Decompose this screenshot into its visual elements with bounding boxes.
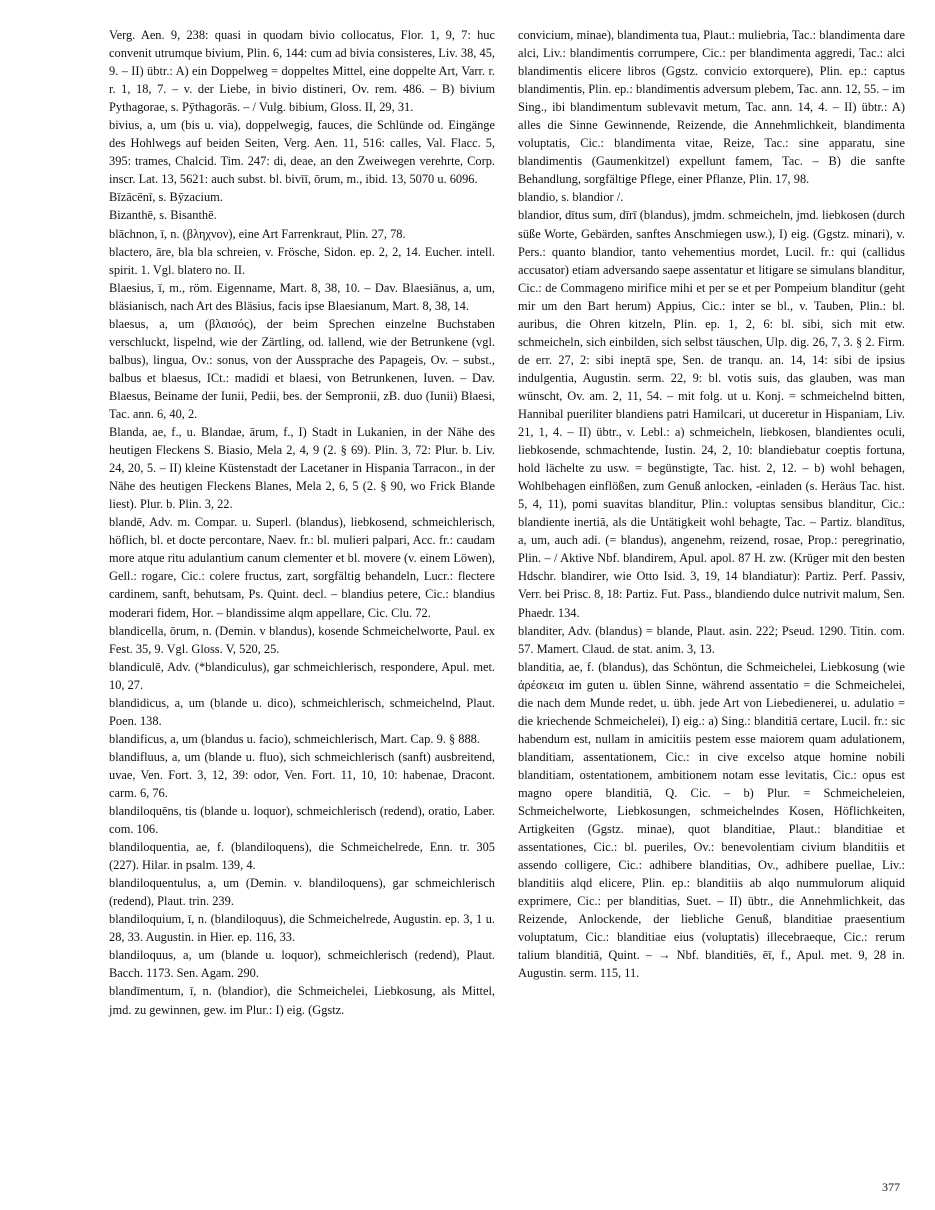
dictionary-entry: blandificus, a, um (blandus u. facio), schmeichlerisch, Mart. Cap. 9. § 888. <box>109 731 480 746</box>
dictionary-entry: blandiloquium, ī, n. (blandiloquus), die Schmeichelrede, Augustin. ep. 3, 1 u. 28, 33. Augustin. in Hier. ep. 116, 33. <box>109 912 495 945</box>
dictionary-entry: bivius, a, um (bis u. via), doppelwegig, fauces, die Schlünde od. Eingänge des Hohlwegs auf beiden Seiten, Verg. Aen. 11, 516: calles, Val. Flacc. 5, 395: trames, Chalcid. Tim. 247: di, deae, an den Zweiwegen verehrte, Corp. inscr. Lat. 13, 5621: auch subst. bl. bivīī, ōrum, m., ibid. 13, 5070 u. 6096. <box>109 118 495 187</box>
dictionary-entry: blanditer, Adv. (blandus) = blande, Plaut. asin. 222; Pseud. 1290. Titin. com. 57. Mamert. Claud. de stat. anim. 3, 13. <box>518 623 905 656</box>
dictionary-entry: Blanda, ae, f., u. Blandae, ārum, f., I) Stadt in Lukanien, in der Nähe des heutigen Fleckens S. Biasio, Mela 2, 4, 9 (2. § 69). Plin. 3, 72: Plur. b. Liv. 24, 20, 5. – II) kleine Küstenstadt der Lacetaner in Hispania Tarracon., in der Nähe des heutigen Fleckens Blanes, Mela 2, 6, 5 (2. § 90, wo Frick Blande liest). Plur. b. Plin. 3, 22. <box>109 425 495 512</box>
dictionary-entry: blandē, Adv. m. Compar. u. Superl. (blandus), liebkosend, schmeichlerisch, höflich, bl. et docte percontare, Naev. fr.: bl. mulieri palpari, Acc. fr.: caudam more atque ritu adulantium canum clementer et bl. movere (v. einem Löwen), Gell.: rogare, Cic.: colere fructus, zart, sorgfältig behandeln, Lucr.: flectere cardinem, sanft, behutsam, Ps. Quint. decl. – blandius petere, Cic.: blandius moderari fidem, Hor. – blandissime alqm appellare, Cic. Clu. 72. <box>109 515 495 620</box>
dictionary-entry: blandiloquēns, tis (blande u. loquor), schmeichlerisch (redend), oratio, Laber. com. 106. <box>109 804 495 837</box>
dictionary-entry: Bizanthē, s. Bisanthē. <box>109 208 217 223</box>
dictionary-entry: blandiculē, Adv. (*blandiculus), gar schmeichlerisch, respondere, Apul. met. 10, 27. <box>109 659 495 692</box>
dictionary-entry: blandiloquentulus, a, um (Demin. v. blandiloquens), gar schmeichlerisch (redend), Plaut. trin. 239. <box>109 876 495 909</box>
dictionary-entry: blandicella, ōrum, n. (Demin. v blandus), kosende Schmeichelworte, Paul. ex Fest. 35, 9. Vgl. Gloss. V, 520, 25. <box>109 623 495 656</box>
dictionary-entry: blactero, āre, bla bla schreien, v. Frösche, Sidon. ep. 2, 2, 14. Eucher. intell. spirit. 1. Vgl. blatero no. II. <box>109 244 495 277</box>
dictionary-entry: blandiloquus, a, um (blande u. loquor), schmeichlerisch (redend), Plaut. Bacch. 1173. Sen. Agam. 290. <box>109 948 495 981</box>
dictionary-entry: blāchnon, ī, n. (βληχνον), eine Art Farrenkraut, Plin. 27, 78. <box>109 226 406 241</box>
dictionary-entry: blanditia, ae, f. (blandus), das Schöntun, die Schmeichelei, Liebkosung (wie ἀρέσκεια im guten u. üblen Sinne, während assentatio = die Schmeichelei, die nach dem Munde redet, u. übh. jede Art von Liebedienerei, u. adulatio = die kriechende Schmeichelei), I) eig.: a) Sing.: blanditiā certare, Lucil. fr.: sic habendum est, nullam in amicitiis pestem esse maiorem quam adulationem, blanditiam, assentationem, Cic.: in cive excelso atque homine nobili blanditiam, ostentationem, ambitionem notam esse levitatis, Cic.: opus est magno opere blanditiā, Q. Cic. – b) Plur. = Schmeicheleien, Schmeichelworte, Liebkosungen, schmeichelndes Kosen, Höflichkeiten, Artigkeiten (Ggstz. minae), quot blanditiae, Plaut.: blanditiae et assentationes, Cic.: bl. pueriles, Ov.: benevolentiam civium blanditiis et assendo colligere, Cic.: adhibere blanditias, Ov., adhibere puellae, Liv.: blanditiis alqd elicere, Plin. ep.: blanditiis ab alqo nummulorum aliquid exprimere, Cic.: per blanditias, Suet. – II) übtr., die Annehmlichkeit, das Reizende, Anlockende, der liebliche Genuß, blanditiae praesentium voluptatum, Cic.: blanditiae eius (voluptatis) illecebraeque, Cic.: rerum talium blanditiā, Quint. – → Nbf. blanditiēs, ēī, f., Apul. met. 9, 28 in. Augustin. serm. 115, 11. <box>518 659 905 981</box>
dictionary-entry: blandiloquentia, ae, f. (blandiloquens), die Schmeichelrede, Enn. tr. 305 (227). Hilar. in psalm. 139, 4. <box>109 840 495 873</box>
dictionary-entry: convicium, minae), blandimenta tua, Plaut.: muliebria, Tac.: blandimenta dare alci, Liv.: blandimentis corrumpere, Cic.: per blandimenta aggredi, Tac.: alci blandimentis elicere libros (Ggstz. convicio extorquere), Plin. ep.: captus blandimentis, Plin. ep.: blandimentis adversum plebem, Tac. ann. 12, 55. – im Sing., ibi blandimentum sublevavit metum, Tac. ann. 14, 4. – II) übtr.: A) alles die Sinne Gewinnende, Reizende, die Annehmlichkeit, blandimenta voluptatis, Cic.: blandimenta vitae, Reize, Tac.: sine apparatu, sine blandimentis (Gaumenkitzel) expellunt famem, Tac. – B) die sanfte Behandlung, sorgfältige Pflege, einer Pflanze, Plin. 17, 98. <box>518 28 905 187</box>
right-column <box>518 26 905 982</box>
dictionary-entry: blandior, dītus sum, dīrī (blandus), jmdm. schmeicheln, jmd. liebkosen (durch süße Worte, Gebärden, sanftes Anschmiegen usw.), I) eig. (Ggstz. minari), v. Pers.: quanto blandior, tanto vehementius mordet, Lucil. fr.: qui (callidus accusator) etiam adversando saepe assentatur et litigare se simulans blanditur, Cic.: de Commageno mirifice mihi et per se et per Pompeium blanditur (geht mir um den Bart herum) Appius, Cic.: inter se bl., v. Tauben, Plin.: bl. auribus, die Ohren kitzeln, Plin. ep. 1, 2, 6: bl. sibi, sich mit etw. schmeicheln, sich einbilden, sich selbst täuschen, Ulp. dig. 26, 7, 3. § 2. Firm. de err. 27, 2: sibi ineptā spe, Sen. de tranqu. an. 14, 14: sibi de ipsius indulgentia, Augustin. serm. 22, 9: bl. votis suis, das glauben, was man wünscht, Ov. am. 2, 11, 54. – mit folg. ut u. Konj. = schmeichelnd bitten, Hannibal pueriliter blandiens patri Hamilcari, ut duceretur in Hispaniam, Liv. 21, 1, 4. – II) übtr., v. Lebl.: a) schmeicheln, liebkosen, blandientes oculi, liebkosende, schmachtende, Iustin. 24, 2, 10: blandiebatur coeptis fortuna, hold lächelte zu usw. = begünstigte, Tac. hist. 2, 12. – b) wohl behagen, Wohlbehagen einflößen, zum Genuß anlocken, -einladen (s. Heräus Tac. hist. 5, 4, 11), pomi suavitas blanditur, Plin.: voluptas sensibus blanditur, Cic.: blandiente inertiā, als die Untätigkeit wohl behagte, Tac. – Partiz. blandītus, a, um, auch adi. (= blandus), angenehm, reizend, rosae, Prop.: peregrinatio, Plin. – / Aktive Nbf. blandirem, Apul. apol. 87 H. zw. (Krüger mit den besten Hdschr. blandirer, wie Otto Isid. 3, 19, 14 blandiatur): Partiz. Perf. Passiv, Verr. bei Prisc. 8, 18: Partiz. Fut. Pass., blandiendo dulce nutrivit malum, Sen. Phaedr. 134. <box>518 208 905 620</box>
page-number: 377 <box>882 1180 900 1194</box>
dictionary-entry: Verg. Aen. 9, 238: quasi in quodam bivio collocatus, Flor. 1, 9, 7: huc convenit utrumque bivium, Plin. 6, 144: cum ad bivia consisteres, Liv. 38, 45, 9. – II) übtr.: A) ein Doppelweg = doppeltes Mittel, eine doppelte Art, Varr. r. r. 1, 18, 7. – v. der Liebe, in bivio distineri, Ov. rem. 486. – B) bivium Pythagorae, s. Pȳthagorās. – / Vulg. bibium, Gloss. II, 29, 31. <box>109 28 495 115</box>
left-column <box>109 26 495 1019</box>
dictionary-entry: blandidicus, a, um (blande u. dico), schmeichlerisch, schmeichelnd, Plaut. Poen. 138. <box>109 695 495 728</box>
dictionary-entry: blaesus, a, um (βλαισός), der beim Sprechen einzelne Buchstaben verschluckt, lispelnd, wie der Zärtling, od. lallend, wie der Betrunkene (vgl. balbus), lingua, Ov.: sonus, von der Aussprache des Papageis, Ov. – subst., balbus et blaesus, ICt.: madidi et blaesi, von Betrunkenen, Iuven. – Dav. Blaesus, Beiname der Iunii, Pedii, bes. der Sempronii, zB. duo (Iunii) Blaesi, Tac. ann. 6, 40, 2. <box>109 316 495 421</box>
dictionary-entry: Bīzācēnī, s. Bȳzacium. <box>109 190 223 205</box>
dictionary-entry: blandifluus, a, um (blande u. fluo), sich schmeichlerisch (sanft) ausbreitend, uvae, Ven. Fort. 3, 12, 39: odor, Ven. Fort. 11, 10, 10: habenae, Dracont. carm. 6, 76. <box>109 749 495 800</box>
dictionary-entry: blandio, s. blandior /. <box>518 190 624 205</box>
dictionary-entry: Blaesius, ī, m., röm. Eigenname, Mart. 8, 38, 10. – Dav. Blaesiānus, a, um, bläsianisch, nach Art des Bläsius, facis ipse Blaesianum, Mart. 8, 38, 14. <box>109 280 495 313</box>
dictionary-entry: blandīmentum, ī, n. (blandior), die Schmeichelei, Liebkosung, als Mittel, jmd. zu gewinnen, gew. im Plur.: I) eig. (Ggstz. <box>109 984 495 1017</box>
